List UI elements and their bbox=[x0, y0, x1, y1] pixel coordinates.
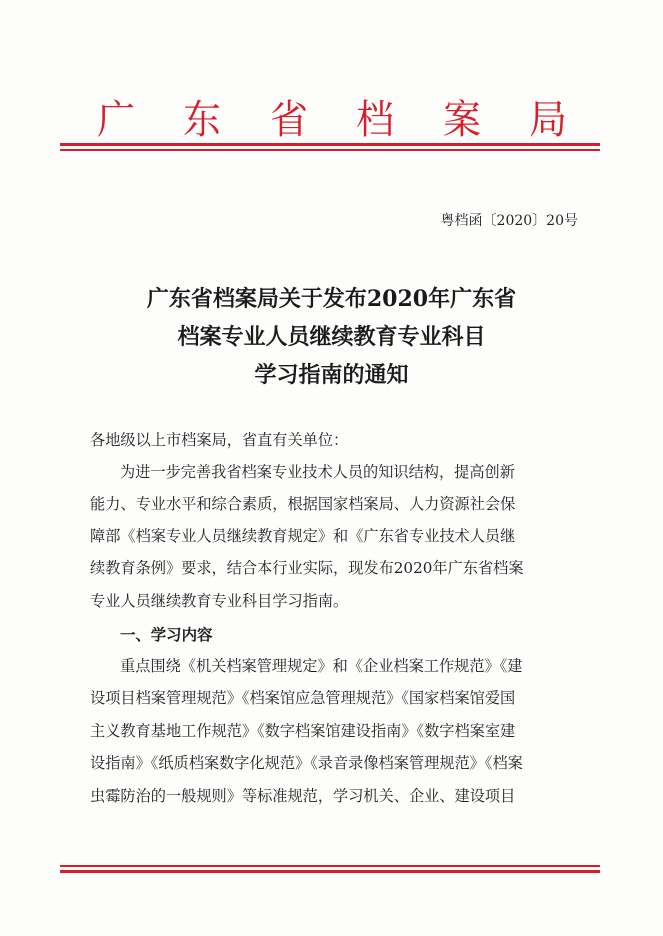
document-title-line-1: 广东省档案局关于发布2020年广东省 bbox=[146, 286, 517, 312]
paragraph-1-line: 专业人员继续教育专业科目学习指南。 bbox=[90, 592, 349, 610]
letterhead-char: 东 bbox=[183, 97, 222, 143]
paragraph-1-line: 为进一步完善我省档案专业技术人员的知识结构，提高创新 bbox=[120, 463, 515, 481]
document-number: 粤档函〔2020〕20号 bbox=[440, 213, 578, 229]
letterhead-char: 局 bbox=[528, 97, 567, 143]
paragraph-2-line: 主义教育基地工作规范》《数字档案馆建设指南》《数字档案室建 bbox=[90, 722, 516, 740]
addressee: 各地级以上市档案局，省直有关单位： bbox=[90, 431, 349, 449]
letterhead-rule-thin bbox=[60, 149, 600, 151]
paragraph-1-line: 障部《档案专业人员继续教育规定》和《广东省专业技术人员继 bbox=[90, 527, 516, 545]
letterhead-char: 省 bbox=[269, 97, 308, 143]
paragraph-1-line: 能力、专业水平和综合素质，根据国家档案局、人力资源社会保 bbox=[90, 495, 516, 513]
paragraph-1-line: 续教育条例》要求，结合本行业实际，现发布2020年广东省档案 bbox=[90, 559, 524, 577]
footer-rule-thin bbox=[60, 865, 600, 867]
footer-rule-thick bbox=[60, 870, 600, 873]
letterhead-char: 广 bbox=[97, 97, 135, 143]
document-title-line-2: 档案专业人员继续教育专业科目 bbox=[177, 324, 486, 350]
letterhead-rule-thick bbox=[60, 143, 600, 146]
document-title-line-3: 学习指南的通知 bbox=[254, 362, 409, 388]
paragraph-2-line: 重点围绕《机关档案管理规定》和《企业档案工作规范》《建 bbox=[120, 657, 523, 675]
paragraph-2-line: 设指南》《纸质档案数字化规范》《录音录像档案管理规范》《档案 bbox=[90, 754, 523, 772]
agency-letterhead bbox=[92, 88, 572, 145]
letterhead-char: 案 bbox=[442, 97, 481, 143]
paragraph-2-line: 设项目档案管理规范》《档案馆应急管理规范》《国家档案馆爱国 bbox=[90, 689, 516, 707]
letterhead-char: 档 bbox=[356, 97, 395, 143]
section-heading-learning-content: 一、学习内容 bbox=[120, 626, 213, 644]
paragraph-2-line: 虫霉防治的一般规则》等标准规范，学习机关、企业、建设项目 bbox=[90, 787, 516, 805]
